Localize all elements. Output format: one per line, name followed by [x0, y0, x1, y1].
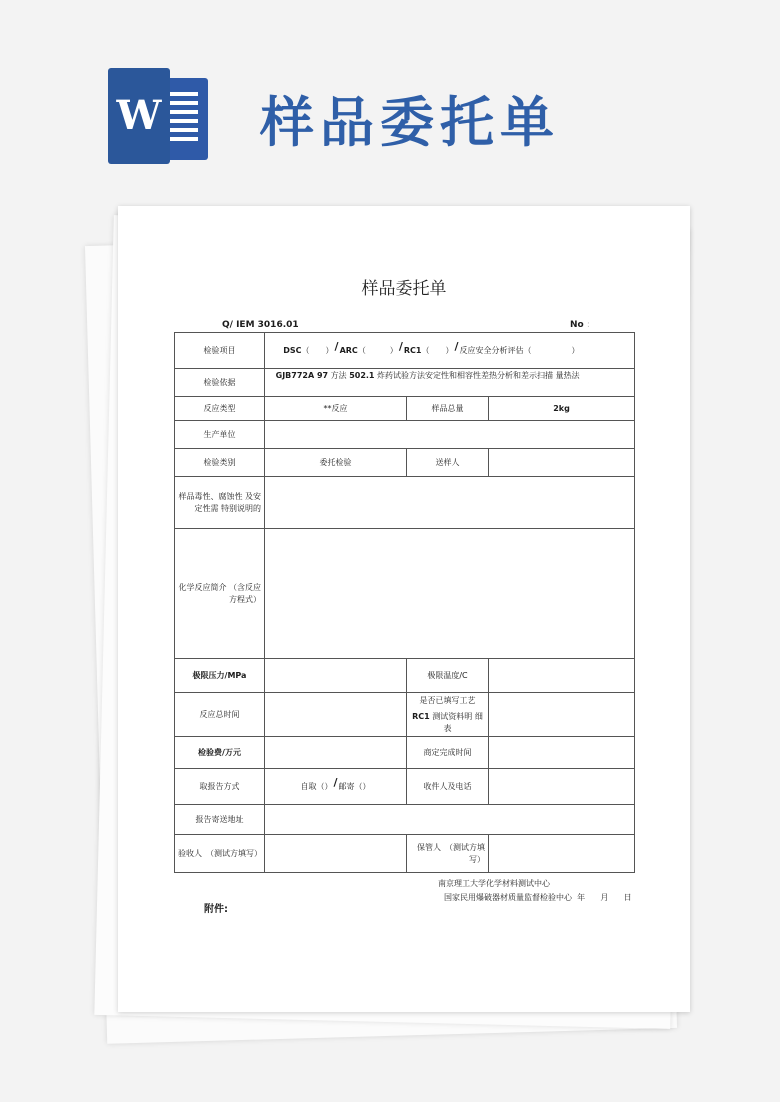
document-number-label: No — [570, 320, 584, 330]
basis-code: GJB772A 97 — [275, 371, 329, 380]
item-rc1-paren: （ ） — [421, 346, 454, 355]
filled-process-code: RC1 — [412, 711, 430, 721]
item-dsc: DSC — [283, 346, 302, 355]
form-row-producer — [175, 421, 635, 449]
issuing-org-2: 国家民用爆破器材质量监督检验中心 — [444, 893, 572, 902]
reaction-type-label: 反应类型 — [175, 397, 265, 421]
sample-total-value[interactable]: 2kg — [489, 397, 635, 421]
receiver-label: 收件人及电话 — [407, 769, 489, 805]
form-row-limits — [175, 659, 635, 693]
item-rc1: RC1 — [403, 346, 422, 355]
form-row-items — [175, 333, 635, 369]
receiver-field[interactable] — [489, 769, 635, 805]
producer-label: 生产单位 — [175, 421, 265, 449]
item-arc: ARC — [339, 346, 358, 355]
form-row-reaction-type — [175, 397, 635, 421]
basis-text-1: 方法 — [328, 371, 350, 380]
sender-label: 送样人 — [407, 449, 489, 477]
item-dsc-paren: （ ） — [301, 346, 334, 355]
report-method-label: 取报告方式 — [175, 769, 265, 805]
acceptor-field[interactable] — [265, 835, 407, 873]
basis-code-2: 502.1 — [349, 371, 375, 380]
keeper-label: 保管人 （测试方填写） — [407, 835, 489, 873]
sample-total-label: 样品总量 — [407, 397, 489, 421]
category-label: 检验类别 — [175, 449, 265, 477]
pressure-label: 极限压力/MPa — [175, 659, 265, 693]
completion-label: 商定完成时间 — [407, 737, 489, 769]
items-label: 检验项目 — [175, 333, 265, 369]
form-row-toxicity — [175, 477, 635, 529]
item-separator: / — [454, 340, 459, 353]
temperature-label: 极限温度/C — [407, 659, 489, 693]
form-row-signatures — [175, 835, 635, 873]
word-logo-icon — [108, 68, 208, 164]
fee-field[interactable] — [265, 737, 407, 769]
items-field[interactable] — [265, 333, 635, 369]
document-page — [118, 206, 690, 1012]
report-method-field — [265, 769, 407, 805]
completion-field[interactable] — [489, 737, 635, 769]
document-number-value: : — [586, 320, 590, 330]
date-year-label: 年 — [577, 893, 586, 902]
filled-process-label — [407, 693, 489, 737]
word-logo-letter: W — [108, 68, 170, 164]
toxicity-label: 样品毒性、腐蚀性 及安定性需 特别说明的 — [175, 477, 265, 529]
report-method-self-option[interactable]: 自取（） — [300, 782, 333, 791]
total-time-label: 反应总时间 — [175, 693, 265, 737]
pressure-field[interactable] — [265, 659, 407, 693]
total-time-field[interactable] — [265, 693, 407, 737]
report-method-mail-option[interactable]: 邮寄（） — [338, 782, 371, 791]
issuing-org-1: 南京理工大学化学材料测试中心 — [438, 879, 550, 888]
item-safety-assessment: 反应安全分析评估（ ） — [459, 346, 580, 355]
form-row-report-address — [175, 805, 635, 835]
form-row-fee — [175, 737, 635, 769]
chem-intro-field[interactable] — [265, 529, 635, 659]
toxicity-field[interactable] — [265, 477, 635, 529]
fee-label: 检验费/万元 — [175, 737, 265, 769]
attachment-label: 附件: — [204, 904, 228, 915]
commission-form-table — [174, 332, 635, 873]
basis-text-2: 炸药试验方法安定性和相容性差热分析和差示扫描 量热法 — [374, 371, 580, 380]
producer-field[interactable] — [265, 421, 635, 449]
basis-label: 检验依据 — [175, 369, 265, 397]
filled-process-line-1: 是否已填写工艺 — [419, 695, 476, 705]
item-separator: / — [398, 340, 403, 353]
form-row-report-method — [175, 769, 635, 805]
date-day-label: 日 — [623, 893, 632, 902]
basis-field[interactable] — [265, 369, 635, 397]
report-address-label: 报告寄送地址 — [175, 805, 265, 835]
reaction-type-value[interactable]: **反应 — [265, 397, 407, 421]
report-method-separator: / — [333, 776, 338, 789]
item-separator: / — [334, 340, 339, 353]
form-row-chem-intro — [175, 529, 635, 659]
form-row-time — [175, 693, 635, 737]
report-address-field[interactable] — [265, 805, 635, 835]
document-code: Q/ IEM 3016.01 — [222, 320, 299, 330]
sender-field[interactable] — [489, 449, 635, 477]
chem-intro-label: 化学反应简介 （含反应方程式） — [175, 529, 265, 659]
form-row-basis — [175, 369, 635, 397]
temperature-field[interactable] — [489, 659, 635, 693]
document-number — [570, 320, 590, 330]
issuing-org-2-line — [444, 892, 632, 903]
banner-title: 样品委托单 — [260, 91, 560, 154]
form-row-category — [175, 449, 635, 477]
date-month-label: 月 — [600, 893, 609, 902]
filled-process-field[interactable] — [489, 693, 635, 737]
item-arc-paren: （ ） — [357, 346, 398, 355]
filled-process-line-2: 测试资料明 细表 — [429, 711, 483, 733]
document-title: 样品委托单 — [361, 279, 447, 299]
keeper-field[interactable] — [489, 835, 635, 873]
acceptor-label: 验收人 （测试方填写） — [175, 835, 265, 873]
category-value[interactable]: 委托检验 — [265, 449, 407, 477]
